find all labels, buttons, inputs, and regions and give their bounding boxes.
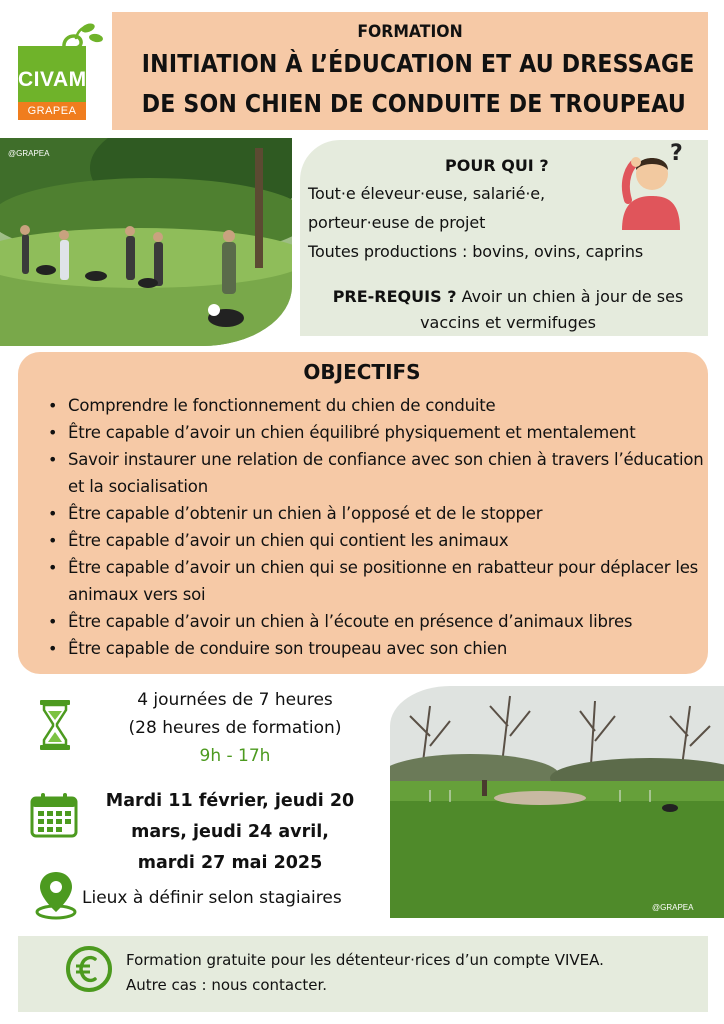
location-text: Lieux à définir selon stagiaires	[82, 888, 342, 908]
prereq-text-2: vaccins et vermifuges	[420, 313, 596, 332]
hourglass-icon	[38, 700, 72, 750]
objective-item: • Être capable d’avoir un chien qui se positionne en rabatteur pour déplacer les animaux vers soi	[48, 554, 704, 608]
audience-line: Tout·e éleveur·euse, salarié·e,	[308, 184, 546, 203]
thinking-person-icon	[612, 140, 692, 230]
logo-brand: CIVAM	[18, 68, 87, 91]
schedule-hours: 9h - 17h	[199, 746, 271, 766]
title-line-2: DE SON CHIEN DE CONDUITE DE TROUPEAU	[141, 89, 686, 118]
funding-text	[126, 948, 604, 998]
schedule-total: (28 heures de formation)	[128, 718, 342, 738]
objectives-list	[48, 392, 704, 662]
funding-line-1: Formation gratuite pour les détenteur·rices d’un compte VIVEA.	[126, 951, 604, 969]
objective-item: • Être capable d’avoir un chien qui contient les animaux	[48, 527, 704, 554]
schedule-summary	[100, 686, 370, 770]
civam-logo	[18, 22, 86, 122]
audience-line: Toutes productions : bovins, ovins, caprins	[308, 242, 644, 261]
session-dates	[90, 786, 370, 879]
objective-item: • Être capable d’avoir un chien à l’écoute en présence d’animaux libres	[48, 608, 704, 635]
objective-item: • Être capable d’obtenir un chien à l’opposé et de le stopper	[48, 500, 704, 527]
svg-text:?: ?	[670, 141, 683, 166]
euro-icon	[64, 944, 114, 994]
calendar-icon	[30, 792, 78, 838]
photo1-watermark: @GRAPEA	[8, 149, 50, 158]
title-banner	[112, 12, 708, 130]
kicker-label: FORMATION	[357, 22, 463, 42]
objective-item: • Être capable de conduire son troupeau avec son chien	[48, 635, 704, 662]
photo2-watermark: @GRAPEA	[652, 903, 694, 912]
funding-line-2: Autre cas : nous contacter.	[126, 976, 328, 994]
location-pin-icon	[34, 870, 78, 920]
objectives-title: OBJECTIFS	[303, 360, 421, 384]
photo-sheep-field	[390, 686, 724, 918]
photo-dog-walkers	[0, 138, 292, 346]
dates-line: Mardi 11 février, jeudi 20	[105, 791, 355, 811]
audience-line: porteur·euse de projet	[308, 213, 486, 232]
logo-sub: GRAPEA	[18, 102, 86, 120]
prerequisites	[308, 284, 708, 336]
objective-item: • Être capable d’avoir un chien équilibré physiquement et mentalement	[48, 419, 704, 446]
prereq-label: PRE-REQUIS ?	[332, 287, 457, 306]
audience-title: POUR QUI ?	[445, 156, 549, 175]
objective-item: • Savoir instaurer une relation de confiance avec son chien à travers l’éducation et la socialisation	[48, 446, 704, 500]
objective-item: • Comprendre le fonctionnement du chien de conduite	[48, 392, 704, 419]
dates-line: mars, jeudi 24 avril,	[131, 822, 329, 842]
dates-line: mardi 27 mai 2025	[137, 853, 323, 873]
title-line-1: INITIATION À L’ÉDUCATION ET AU DRESSAGE	[141, 49, 695, 78]
prereq-text: Avoir un chien à jour de ses	[461, 287, 684, 306]
schedule-days: 4 journées de 7 heures	[137, 690, 333, 710]
